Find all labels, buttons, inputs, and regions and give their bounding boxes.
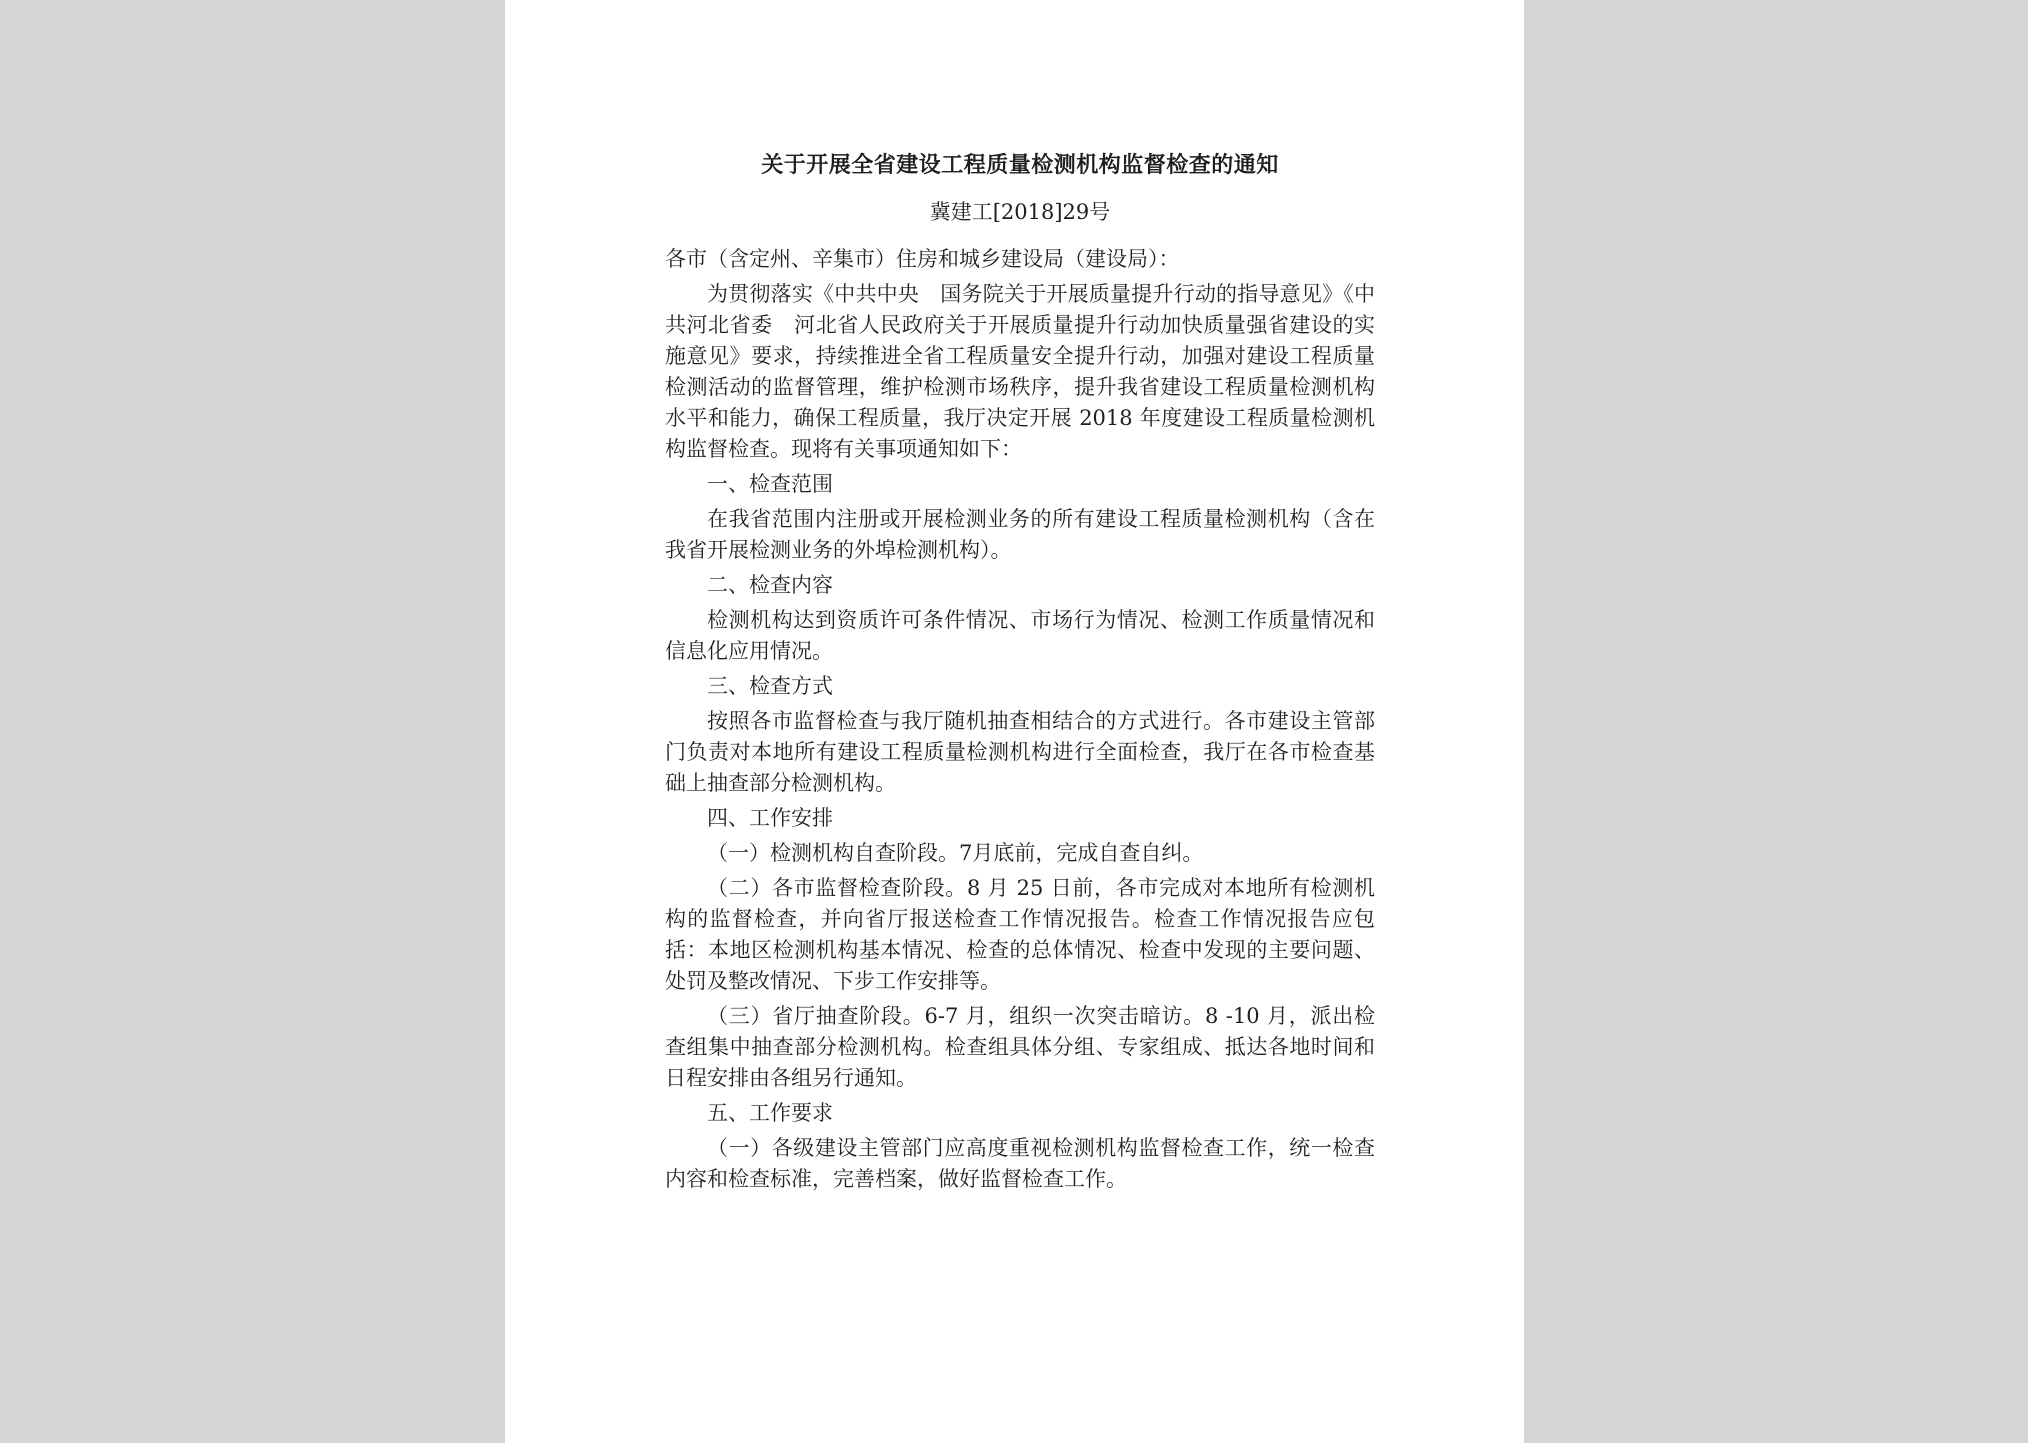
section-heading-content: 二、检查内容	[707, 573, 833, 597]
document-body	[665, 148, 1375, 1199]
section-heading-requirements: 五、工作要求	[707, 1101, 833, 1125]
section-paragraph: 在我省范围内注册或开展检测业务的所有建设工程质量检测机构（含在我省开展检测业务的外埠检测机构）。	[665, 507, 1375, 562]
section-paragraph: （三）省厅抽查阶段。6-7 月，组织一次突击暗访。8 -10 月，派出检查组集中抽查部分检测机构。检查组具体分组、专家组成、抵达各地时间和日程安排由各组另行通知。	[665, 1004, 1375, 1090]
section-paragraph: 检测机构达到资质许可条件情况、市场行为情况、检测工作质量情况和信息化应用情况。	[665, 608, 1375, 663]
document-title: 关于开展全省建设工程质量检测机构监督检查的通知	[761, 152, 1279, 178]
section-heading-method: 三、检查方式	[707, 674, 833, 698]
intro-paragraph: 为贯彻落实《中共中央 国务院关于开展质量提升行动的指导意见》《中共河北省委 河北省人民政府关于开展质量提升行动加快质量强省建设的实施意见》要求，持续推进全省工程质量安全提升行动，加强对建设工程质量检测活动的监督管理，维护检测市场秩序，提升我省建设工程质量检测机构水平和能力，确保工程质量，我厅决定开展 2018 年度建设工程质量检测机构监督检查。现将有关事项通知如下：	[665, 282, 1375, 461]
section-heading-schedule: 四、工作安排	[707, 806, 833, 830]
section-paragraph: （一）各级建设主管部门应高度重视检测机构监督检查工作，统一检查内容和检查标准，完善档案，做好监督检查工作。	[665, 1136, 1375, 1191]
section-heading-scope: 一、检查范围	[707, 472, 833, 496]
document-page	[505, 0, 1524, 1443]
section-paragraph: 按照各市监督检查与我厅随机抽查相结合的方式进行。各市建设主管部门负责对本地所有建设工程质量检测机构进行全面检查，我厅在各市检查基础上抽查部分检测机构。	[665, 709, 1375, 795]
section-paragraph: （二）各市监督检查阶段。8 月 25 日前，各市完成对本地所有检测机构的监督检查，并向省厅报送检查工作情况报告。检查工作情况报告应包括：本地区检测机构基本情况、检查的总体情况、检查中发现的主要问题、处罚及整改情况、下步工作安排等。	[665, 876, 1375, 993]
section-paragraph: （一）检测机构自查阶段。7月底前，完成自查自纠。	[707, 841, 1204, 865]
document-number: 冀建工[2018]29号	[929, 200, 1111, 224]
salutation: 各市（含定州、辛集市）住房和城乡建设局（建设局）：	[665, 247, 1180, 271]
